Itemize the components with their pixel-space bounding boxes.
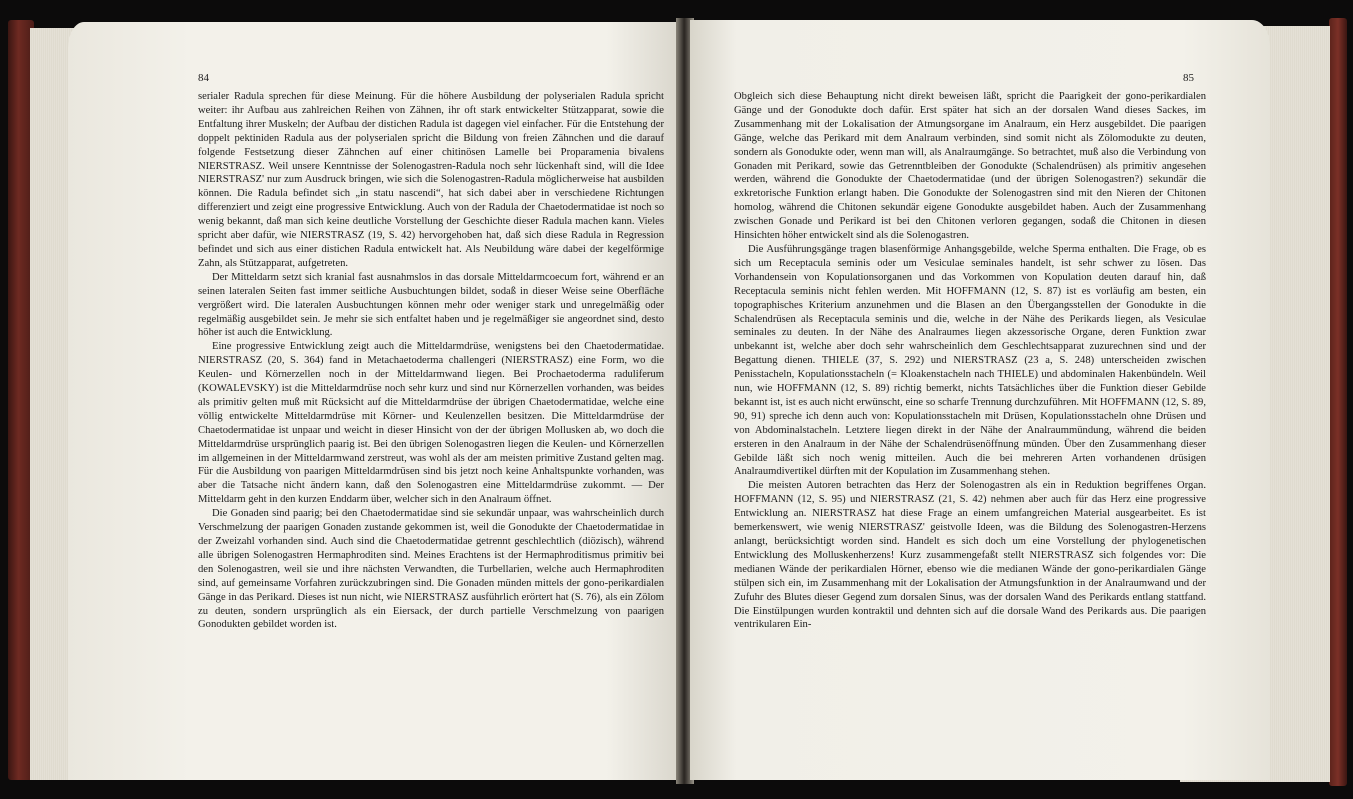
right-page-number: 85 — [1183, 72, 1194, 84]
left-page — [68, 22, 680, 780]
right-page — [690, 20, 1270, 780]
right-page-text — [734, 90, 1206, 632]
left-paragraph-1: serialer Radula sprechen für diese Meinung. Für die höhere Ausbildung der polyserialen Radula spricht weiter: ihr Aufbau aus zahlreichen Reihen von Zähnen, ihr oft stark entwickelter Stützapparat, sowie die Entfaltung ihrer Muskeln; der Aufbau der distichen Radula ist dagegen viel einfacher. Für die Entstehung der doppelt pektiniden Radula aus der polyserialen spricht die Bildung von freien Zähnchen und die darauf folgende Festsetzung dieser Zähnchen auf einer chitinösen Lamelle bei Proparamenia bivalens NIERSTRASZ. Weil unsere Kenntnisse der Solenogastren-Radula noch sehr lückenhaft sind, will die Idee NIERSTRASZ' nur zum Ausdruck bringen, wie sich die Solenogastren-Radula möglicherweise hat ausbilden können. Die Radula befindet sich „in statu nascendi“, hat sich dabei aber in verschiedene Richtungen differenziert und zeigt eine progressive Entwicklung. Auch von der Radula der Chaetodermatidae ist noch so wenig bekannt, daß man sich keine deutliche Vorstellung der Geschichte dieser Radula machen kann. Vieles spricht aber dafür, wie NIERSTRASZ (19, S. 42) hervorgehoben hat, daß sich diese Radula in Regression befindet und sich aus einer distichen Radula entwickelt hat. Als Neubildung wäre dabei der kegelförmige Zahn, als Stützapparat, aufgetreten. — [198, 91, 664, 269]
left-page-text — [198, 90, 664, 632]
right-paragraph-3: Die meisten Autoren betrachten das Herz der Solenogastren als ein in Reduktion begriffenes Organ. HOFFMANN (12, S. 95) und NIERSTRASZ (21, S. 42) nehmen aber auch für das Herz eine progressive Entwicklung an. NIERSTRASZ hat diese Frage an einem umfangreichen Material ausgearbeitet. Es ist bemerkenswert, wie wenig NIERSTRASZ' geistvolle Ideen, was die Bildung des Solenogastren-Herzens anlangt, berücksichtigt worden sind. Handelt es sich doch um eine Vorstellung der phylogenetischen Entwicklung des Molluskenherzens! Kurz zusammengefaßt stellt NIERSTRASZ sich folgendes vor: Die medianen Wände der perikardialen Hörner, ebenso wie die medianen Wände der gono-perikardialen Gänge stülpen sich ein, im Zusammenhang mit der Lokalisation der Atmungsfunktion in der Analraumwand und der Zufuhr des Blutes dieser Gegend zum dorsalen Sinus, was der dorsalen Wand des Perikards entlang stattfand. Die Einstülpungen wurden kontraktil und dehnten sich auf die dorsale Wand des Perikards aus. Die paarigen ventrikularen Ein- — [734, 480, 1206, 631]
left-paragraph-2: Der Mitteldarm setzt sich kranial fast ausnahmslos in das dorsale Mitteldarmcoecum fort, während er an seinen lateralen Seiten fast immer seitliche Ausbuchtungen bildet, sodaß in dieser Weise seine Oberfläche vergrößert wird. Die lateralen Ausbuchtungen können mehr oder weniger stark und unregelmäßig oder regelmäßig ausgebildet sein. Je mehr sie sich entfaltet haben und je regelmäßiger sie angeordnet sind, desto höher ist auch die Entwicklung. — [198, 271, 664, 339]
left-page-number: 84 — [198, 72, 209, 84]
left-paragraph-4: Die Gonaden sind paarig; bei den Chaetodermatidae sind sie sekundär unpaar, was wahrscheinlich durch Verschmelzung der paarigen Gonaden zustande gekommen ist, weil die Gonodukte der Chaetodermatidae in der Zweizahl vorhanden sind. Auch sind die Chaetodermatidae getrennt geschlechtlich (diözisch), während alle übrigen Solenogastren Hermaphroditen sind. Meines Erachtens ist der Hermaphroditismus primitiv bei den Solenogastren, weil sie und ihre nächsten Verwandten, die Turbellarien, welche auch Hermaphroditen sind, auf gemeinsame Vorfahren zurückzubringen sind. Die Gonaden münden mittels der gono-perikardialen Gänge in das Perikard. Dieses ist nun nicht, wie NIERSTRASZ ausführlich erörtert hat (S. 76), als ein Zölom zu deuten, sondern ursprünglich als ein Eiersack, der durch partielle Verschmelzung von paarigen Gonodukten gebildet worden ist. — [198, 508, 664, 631]
right-paragraph-1: Obgleich sich diese Behauptung nicht direkt beweisen läßt, spricht die Paarigkeit der gono-perikardialen Gänge und der Gonodukte doch dafür. Erst später hat sich an der dorsalen Wand dieses Sackes, im Zusammenhang mit der Lokalisation der Atmungsorgane im Analraum, ein Herz ausgebildet. Die paarigen Gänge, welche das Perikard mit dem Analraum verbinden, sind somit nicht als Zölomodukte zu deuten, sondern als Gonodukte oder, wenn man will, als Analraumgänge. So betrachtet, muß also die Verbindung von Gonaden mit Perikard, sowie das Getrenntbleiben der Gonodukte (Schalendrüsen) als primitiv angesehen werden, während die Gonodukte der Chaetodermatidae (und der übrigen Solenogastren?) sekundär die exkretorische Funktion erlangt haben. Die Gonodukte der Solenogastren sind mit den Nieren der Chitonen homolog, während die Chitonen sekundär eigene Gonodukte ausgebildet haben. Auch der Zusammenhang zwischen Gonade und Perikard ist bei den Chitonen verloren gegangen, sodaß die Chitonen in diesen Hinsichten höher entwickelt sind als die Solenogastren. — [734, 91, 1206, 242]
right-book-cover — [1329, 18, 1347, 786]
right-paragraph-2: Die Ausführungsgänge tragen blasenförmige Anhangsgebilde, welche Sperma enthalten. Die Frage, ob es sich um Receptacula seminis oder um Vesiculae seminales handelt, ist sehr schwer zu lösen. Das Vorhandensein von Kopulationsorganen und das Vorkommen von Kopulation deuten darauf hin, daß Receptacula seminis nicht fehlen werden. Mit HOFFMANN (12, S. 87) ist es vorläufig am besten, ein topographisches Kriterium anzunehmen und die Blasen an den Übergangsstellen der Gonodukte in die Schalendrüsen als Receptacula seminis und die, welche in der Nähe des Perikards liegen, als Vesiculae seminales zu deuten. In der Nähe des Analraumes liegen akzessorische Organe, deren Funktion zwar unbekannt ist, welche aber doch sehr wahrscheinlich dem Geschlechtsapparat zuzurechnen sind und der Begattung dienen. THIELE (37, S. 292) und NIERSTRASZ (23 a, S. 248) unterscheiden zwischen Penisstacheln, Kopulationsstacheln (= Kloakenstacheln nach THIELE) und abdominalen Hakenbündeln. Weil nun, wie HOFFMANN (12, S. 89) richtig bemerkt, nichts Tatsächliches über die Funktion dieser Gebilde bekannt ist, ist es auch nicht erwünscht, eine so scharfe Trennung durchzuführen. Mit HOFFMANN (12, S. 89, 90, 91) spreche ich denn auch von: Kopulationsstacheln mit Drüsen, Kopulationsstacheln ohne Drüsen und von Abdominalstacheln. Letztere liegen direkt in der Nähe der Analraummündung, während die beiden ersteren in den Analraum in der Nähe der Schalendrüsenöffnung münden. Über den Zusammenhang dieser Gebilde läßt sich noch wenig mitteilen. Auch die bei mehreren Arten vorhandenen drüsigen Analraumdivertikel dürften mit der Kopulation im Zusammenhang stehen. — [734, 243, 1206, 478]
left-paragraph-3: Eine progressive Entwicklung zeigt auch die Mitteldarmdrüse, wenigstens bei den Chaetodermatidae. NIERSTRASZ (20, S. 364) fand in Metachaetoderma challengeri (NIERSTRASZ) eine Form, wo die Keulen- und Körnerzellen noch in der Mitteldarmwand liegen. Bei Prochaetoderma raduliferum (KOWALEVSKY) ist die Mitteldarmdrüse noch sehr kurz und sind nur Körnerzellen vorhanden, was beides als primitiv gelten muß mit Rücksicht auf die Mitteldarmdrüse der übrigen Chaetodermatidae, welche eine völlig entwickelte Mitteldarmdrüse mit Körner- und Keulenzellen besitzen. Die Mitteldarmdrüse der Chaetodermatidae ist unpaar und weicht in dieser Hinsicht von der der übrigen Mollusken ab, wo doch die Mitteldarmdrüse ursprünglich paarig ist. Bei den übrigen Solenogastren liegen die Keulen- und Körnerzellen im allgemeinen in der Mitteldarmwand zerstreut, was wohl als der am meisten primitive Zustand gelten mag. Für die Ausbildung von paarigen Mitteldarmdrüsen sind bis jetzt noch keine Anhaltspunkte vorhanden, was aber die Tatsache nicht ändern kann, daß den Solenogastren eine Mitteldarmdrüse zukommt. — Der Mitteldarm geht in den kurzen Enddarm über, welcher sich in den Analraum öffnet. — [198, 341, 664, 506]
